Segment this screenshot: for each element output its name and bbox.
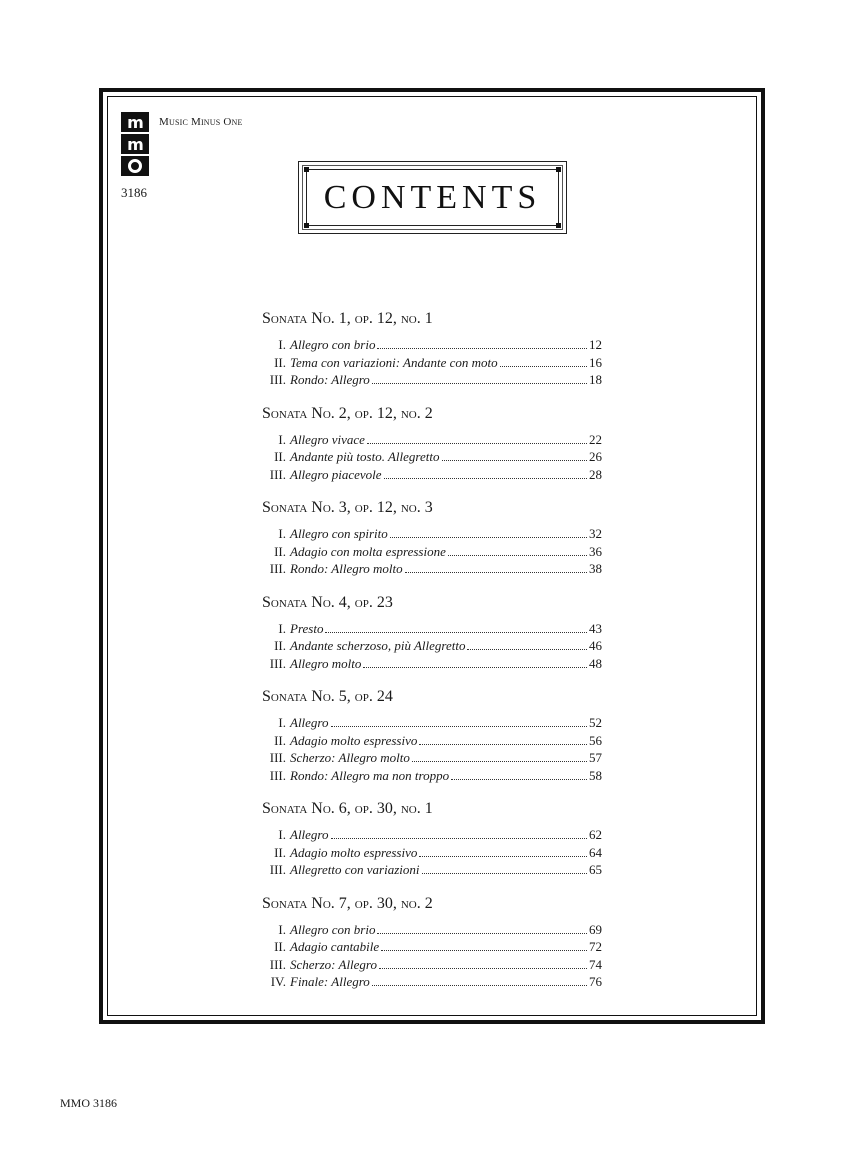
movement-entry[interactable] [262,466,602,484]
sonata-section [262,403,602,484]
movement-number: I. [278,715,286,730]
page-title: CONTENTS [323,179,542,216]
sonata-section [262,592,602,673]
movement-entry[interactable] [262,620,602,638]
dot-leader [442,460,588,461]
movement-name: Adagio molto espressivo [290,844,418,860]
dot-leader [363,667,587,668]
sonata-section [262,893,602,991]
footer-catalog: MMO 3186 [60,1096,118,1110]
movement-number: II. [274,939,286,954]
page-number: 18 [589,372,602,387]
sonata-title: Sonata No. 4, op. 23 [262,593,393,611]
page-number: 57 [589,750,602,765]
catalog-number: 3186 [121,185,147,200]
movement-name: Allegro piacevole [290,466,382,482]
sonata-section [262,497,602,578]
sonata-section [262,798,602,879]
movement-number: II. [274,543,286,559]
movement-entry[interactable] [262,637,602,655]
page-number: 52 [589,715,602,730]
dot-leader [372,383,587,384]
dot-leader [422,873,588,874]
dot-leader [419,856,587,857]
movement-entry[interactable] [262,560,602,578]
movement-number: III. [269,372,286,387]
sonata-title: Sonata No. 3, op. 12, no. 3 [262,499,433,516]
dot-leader [500,366,587,367]
movement-name: Presto [290,620,324,636]
dot-leader [405,572,587,573]
page-number: 22 [589,431,602,447]
movement-name: Andante scherzoso, più Allegretto [290,638,466,653]
movement-entry[interactable] [262,543,602,561]
sonata-section [262,686,602,784]
page-number: 58 [589,767,602,783]
movement-entry[interactable] [262,714,602,732]
movement-name: Allegro con brio [290,337,376,352]
dot-leader [372,985,587,986]
movement-number: III. [269,655,286,671]
movement-name: Rondo: Allegro molto [290,561,403,576]
page-number: 38 [589,561,602,576]
dot-leader [381,950,587,951]
page-number: 28 [589,466,602,482]
movement-number: I. [278,337,286,352]
movement-number: III. [269,750,286,765]
page-number: 26 [589,449,602,464]
movement-name: Allegro [290,715,329,730]
dot-leader [448,555,587,556]
dot-leader [377,348,587,349]
movement-number: III. [269,862,286,877]
movement-number: IV. [270,974,286,989]
movement-number: I. [278,526,286,541]
movement-name: Rondo: Allegro [290,372,370,387]
movement-entry[interactable] [262,749,602,767]
movement-number: II. [274,449,286,464]
movement-number: II. [274,732,286,748]
movement-name: Allegretto con variazioni [290,862,420,877]
page-number: 62 [589,827,602,842]
movement-entry[interactable] [262,844,602,862]
dot-leader [419,744,587,745]
movement-number: II. [274,844,286,860]
title-frame [298,161,567,234]
movement-number: I. [278,827,286,842]
sonata-title: Sonata No. 5, op. 24 [262,688,393,705]
movement-number: II. [274,638,286,653]
page-number: 12 [589,337,602,352]
movement-entry[interactable] [262,655,602,673]
movement-name: Allegro molto [290,655,362,671]
page-number: 48 [589,655,602,671]
page-number: 46 [589,638,602,653]
movement-entry[interactable] [262,826,602,844]
movement-name: Tema con variazioni: Andante con moto [290,354,498,370]
dot-leader [384,478,587,479]
movement-name: Adagio molto espressivo [290,732,418,748]
page-number: 72 [589,939,602,954]
page-number: 65 [589,862,602,877]
dot-leader [412,761,587,762]
movement-name: Scherzo: Allegro [290,956,378,972]
sonata-section [262,308,602,389]
movement-entry[interactable] [262,767,602,785]
movement-name: Allegro vivace [290,431,365,447]
page-number: 16 [589,354,602,370]
movement-number: I. [278,431,286,447]
movement-entry[interactable] [262,921,602,939]
movement-name: Allegro [290,827,329,842]
movement-entry[interactable] [262,732,602,750]
movement-entry[interactable] [262,973,602,991]
movement-entry[interactable] [262,448,602,466]
dot-leader [467,649,587,650]
dot-leader [379,968,587,969]
table-of-contents [262,308,602,1005]
page-number: 56 [589,732,602,748]
movement-number: III. [269,767,286,783]
movement-name: Rondo: Allegro ma non troppo [290,767,450,783]
movement-name: Allegro con brio [290,921,376,937]
movement-name: Adagio cantabile [290,939,380,954]
movement-entry[interactable] [262,861,602,879]
page-number: 32 [589,526,602,541]
dot-leader [325,632,587,633]
dot-leader [451,779,587,780]
page-number: 74 [589,956,602,972]
sonata-title: Sonata No. 6, op. 30, no. 1 [262,800,433,817]
movement-entry[interactable] [262,354,602,372]
dot-leader [331,726,587,727]
movement-number: I. [278,620,286,636]
sonata-title: Sonata No. 2, op. 12, no. 2 [262,404,433,422]
dot-leader [390,537,587,538]
page-number: 69 [589,921,602,937]
movement-name: Andante più tosto. Allegretto [290,449,440,464]
movement-number: II. [274,354,286,370]
movement-name: Finale: Allegro [290,974,370,989]
sonata-title: Sonata No. 1, op. 12, no. 1 [262,310,433,327]
movement-entry[interactable] [262,938,602,956]
movement-name: Scherzo: Allegro molto [290,750,410,765]
movement-name: Adagio con molta espressione [290,543,446,559]
movement-entry[interactable] [262,336,602,354]
dot-leader [367,443,587,444]
movement-number: III. [269,466,286,482]
movement-entry[interactable] [262,431,602,449]
movement-entry[interactable] [262,371,602,389]
page-number: 64 [589,844,602,860]
movement-entry[interactable] [262,956,602,974]
mmo-logo: m m [121,112,151,178]
sonata-title: Sonata No. 7, op. 30, no. 2 [262,894,433,912]
movement-number: III. [269,561,286,576]
dot-leader [331,838,587,839]
dot-leader [377,933,587,934]
movement-entry[interactable] [262,525,602,543]
page-number: 76 [589,974,602,989]
movement-number: III. [269,956,286,972]
movement-number: I. [278,921,286,937]
brand-name: Music Minus One [159,116,243,128]
movement-name: Allegro con spirito [290,526,388,541]
page-number: 43 [589,620,602,636]
page-number: 36 [589,543,602,559]
